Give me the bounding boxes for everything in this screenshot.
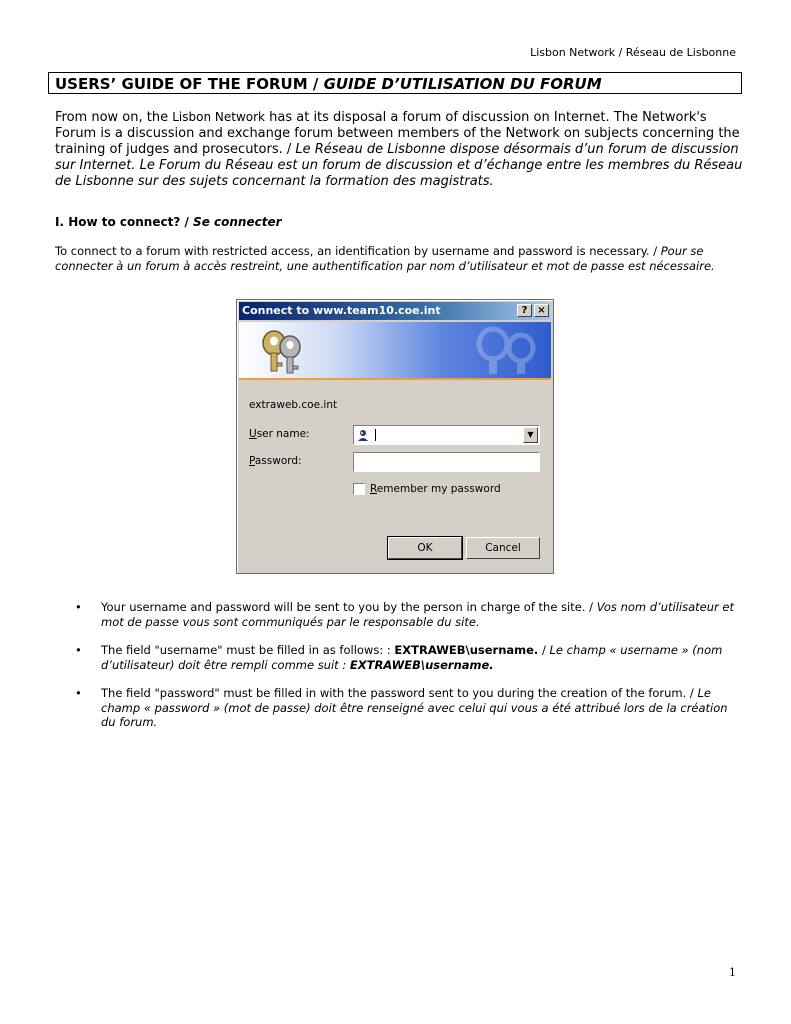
section-heading bbox=[55, 215, 282, 229]
chevron-down-icon[interactable]: ▼ bbox=[523, 427, 538, 443]
ok-button[interactable]: OK bbox=[388, 537, 462, 559]
dialog-titlebar[interactable] bbox=[239, 302, 551, 320]
bullet-text-en-bold: EXTRAWEB\username. bbox=[394, 643, 539, 657]
intro-text-fr: Le Réseau de Lisbonne dispose désormais d’un forum de discussion sur Internet. Le Forum du Réseau est un forum de discussion et d’échange entre les membres du Réseau de Lisbonne sur des sujets concernant la formation des magistrats. bbox=[55, 142, 743, 189]
bullet-text-fr-bold: EXTRAWEB\username. bbox=[349, 657, 494, 672]
watermark-keys-icon bbox=[463, 326, 543, 374]
section-paragraph bbox=[55, 244, 740, 273]
bullet-text-en: Your username and password will be sent to you by the person in charge of the site. / bbox=[101, 600, 597, 614]
user-icon bbox=[357, 429, 369, 441]
text-caret bbox=[375, 429, 376, 441]
help-button[interactable]: ? bbox=[517, 304, 532, 317]
password-accesskey: P bbox=[249, 455, 255, 467]
list-item bbox=[75, 686, 740, 730]
section-text-fr: Pour se connecter à un forum à accès restreint, une authentification par nom d’utilisateur et mot de passe est nécessaire. bbox=[55, 244, 715, 273]
bullet-text-en: The field "username" must be filled in as follows: : bbox=[101, 643, 395, 657]
bullet-text-fr: Vos nom d’utilisateur et mot de passe vous sont communiqués par le responsable du site. bbox=[101, 600, 734, 629]
section-text-en: To connect to a forum with restricted access, an identification by username and password is necessary. / bbox=[55, 244, 661, 258]
bullet-glyph: • bbox=[75, 686, 82, 700]
title-fr: GUIDE D’UTILISATION DU FORUM bbox=[323, 75, 602, 93]
bullet-text-en: The field "password" must be filled in with the password sent to you during the creation of the forum. / bbox=[101, 686, 698, 700]
bullet-text-fr: Le champ « password » (mot de passe) doit être renseigné avec celui qui vous a été attribué lors de la création du forum. bbox=[101, 686, 728, 729]
username-label bbox=[249, 428, 310, 440]
login-dialog bbox=[236, 299, 554, 574]
bullet-text-fr: Le champ « username » (nom d’utilisateur) doit être rempli comme suit : bbox=[101, 643, 723, 672]
banner-divider bbox=[239, 378, 551, 380]
title-en: USERS’ GUIDE OF THE FORUM / bbox=[55, 75, 324, 93]
remember-password-checkbox[interactable] bbox=[353, 483, 365, 495]
intro-text-1: From now on, the bbox=[55, 110, 173, 125]
bullet-glyph: • bbox=[75, 643, 82, 657]
dialog-title: Connect to www.team10.coe.int bbox=[242, 304, 441, 317]
list-item bbox=[75, 643, 740, 672]
cancel-button[interactable]: Cancel bbox=[466, 537, 540, 559]
username-combobox[interactable] bbox=[353, 425, 540, 445]
page-number: 1 bbox=[729, 966, 736, 979]
keys-icon bbox=[257, 327, 307, 375]
list-item bbox=[75, 600, 740, 629]
bullet-glyph: • bbox=[75, 600, 82, 614]
password-input[interactable] bbox=[353, 452, 540, 472]
password-label bbox=[249, 455, 302, 467]
running-head: Lisbon Network / Réseau de Lisbonne bbox=[530, 46, 736, 59]
dialog-banner bbox=[239, 322, 551, 378]
host-label: extraweb.coe.int bbox=[249, 399, 338, 411]
network-name: Lisbon Network bbox=[172, 110, 265, 124]
intro-text-2: has at its disposal a forum of discussion on Internet. The Network's Forum is a discussion and exchange forum between members of the Network on subjects concerning the training of judges and prosecutors. / bbox=[55, 110, 740, 157]
close-button[interactable]: × bbox=[534, 304, 549, 317]
remember-label-text: emember my password bbox=[376, 483, 501, 495]
instructions-list bbox=[75, 600, 740, 744]
intro-paragraph bbox=[55, 109, 745, 190]
username-accesskey: U bbox=[249, 428, 257, 440]
section-heading-en: I. How to connect? / bbox=[55, 215, 194, 229]
password-label-text: assword: bbox=[254, 455, 302, 467]
bullet-separator: / bbox=[538, 643, 550, 657]
page-title bbox=[48, 72, 742, 94]
remember-accesskey: R bbox=[370, 483, 377, 495]
section-heading-fr: Se connecter bbox=[193, 215, 282, 229]
username-label-text: ser name: bbox=[256, 428, 310, 440]
remember-password-label[interactable] bbox=[370, 483, 501, 495]
